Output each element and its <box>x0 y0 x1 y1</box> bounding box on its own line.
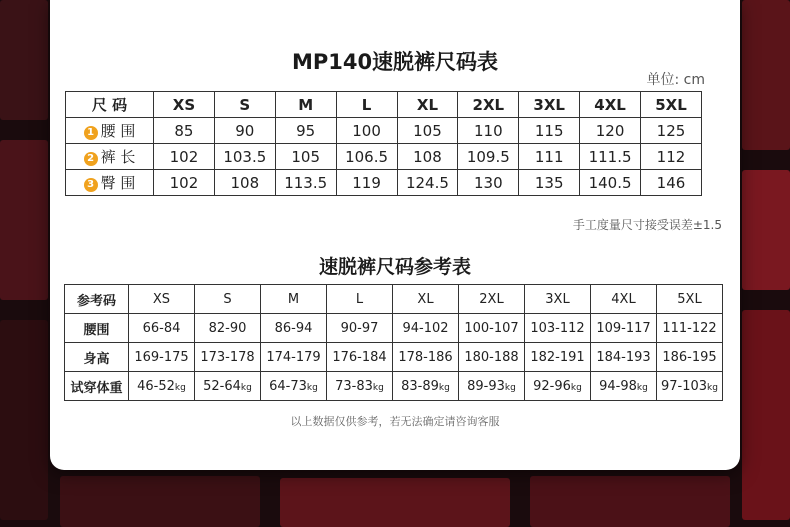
header-cell: 4XL <box>591 285 657 314</box>
table-cell: 180-188 <box>459 343 525 372</box>
header-cell: 2XL <box>458 92 519 118</box>
weight-unit: kg <box>372 382 384 393</box>
table-cell: 90 <box>214 118 275 144</box>
number-badge-icon: 1 <box>84 126 98 140</box>
table-cell <box>657 372 723 401</box>
header-cell: L <box>327 285 393 314</box>
table-cell: 113.5 <box>275 170 336 196</box>
table-cell <box>261 372 327 401</box>
background-block <box>742 310 790 520</box>
number-badge-icon: 2 <box>84 152 98 166</box>
header-cell: 5XL <box>657 285 723 314</box>
weight-value: 46-52 <box>137 378 175 394</box>
header-cell: 2XL <box>459 285 525 314</box>
header-cell: L <box>336 92 397 118</box>
table-cell: 184-193 <box>591 343 657 372</box>
table-cell: 120 <box>580 118 641 144</box>
weight-value: 52-64 <box>203 378 241 394</box>
weight-value: 89-93 <box>467 378 505 394</box>
background-block <box>0 140 48 300</box>
table-cell: 135 <box>519 170 580 196</box>
table-cell: 105 <box>275 144 336 170</box>
header-cell: 3XL <box>519 92 580 118</box>
table-cell: 109-117 <box>591 314 657 343</box>
table-cell: 111-122 <box>657 314 723 343</box>
header-cell: XS <box>154 92 215 118</box>
size-chart-card <box>50 0 740 470</box>
table-cell <box>525 372 591 401</box>
row-label-cell <box>66 170 154 196</box>
table-cell: 176-184 <box>327 343 393 372</box>
table-cell: 105 <box>397 118 458 144</box>
table-cell: 119 <box>336 170 397 196</box>
header-cell: XL <box>397 92 458 118</box>
table-cell: 85 <box>154 118 215 144</box>
background-block <box>530 476 730 527</box>
weight-value: 64-73 <box>269 378 307 394</box>
weight-value: 97-103 <box>661 378 708 394</box>
table-row <box>66 118 702 144</box>
table-cell: 106.5 <box>336 144 397 170</box>
reference-chart-title: 速脱裤尺码参考表 <box>318 256 471 278</box>
table-cell: 111 <box>519 144 580 170</box>
table-cell: 140.5 <box>580 170 641 196</box>
row-label: 裤 长 <box>100 148 136 166</box>
disclaimer-note: 以上数据仅供参考，若无法确定请咨询客服 <box>290 415 500 428</box>
table-row <box>66 144 702 170</box>
weight-unit: kg <box>438 382 450 393</box>
row-label: 腰 围 <box>100 122 136 140</box>
table-row <box>65 372 723 401</box>
table-cell <box>459 372 525 401</box>
table-cell <box>327 372 393 401</box>
row-label-cell <box>66 144 154 170</box>
weight-value: 83-89 <box>401 378 439 394</box>
table-cell: 100-107 <box>459 314 525 343</box>
header-cell: 参考码 <box>65 285 129 314</box>
size-table <box>65 91 702 196</box>
background-block <box>0 320 48 520</box>
table-cell: 95 <box>275 118 336 144</box>
table-cell: 66-84 <box>129 314 195 343</box>
table-cell: 100 <box>336 118 397 144</box>
weight-unit: kg <box>306 382 318 393</box>
weight-unit: kg <box>570 382 582 393</box>
header-cell: XL <box>393 285 459 314</box>
table-row <box>66 170 702 196</box>
table-cell: 186-195 <box>657 343 723 372</box>
table-cell: 174-179 <box>261 343 327 372</box>
unit-label: 单位: cm <box>646 72 705 88</box>
table-cell: 146 <box>641 170 702 196</box>
row-label-cell: 试穿体重 <box>65 372 129 401</box>
weight-unit: kg <box>707 382 718 393</box>
header-cell: 5XL <box>641 92 702 118</box>
weight-unit: kg <box>240 382 252 393</box>
table-cell <box>129 372 195 401</box>
size-table-header-row <box>66 92 702 118</box>
header-cell: S <box>195 285 261 314</box>
table-cell: 125 <box>641 118 702 144</box>
table-cell: 110 <box>458 118 519 144</box>
background-block <box>280 478 510 527</box>
header-cell: 3XL <box>525 285 591 314</box>
number-badge-icon: 3 <box>84 178 98 192</box>
header-cell: 4XL <box>580 92 641 118</box>
header-cell: M <box>261 285 327 314</box>
weight-unit: kg <box>636 382 648 393</box>
background-block <box>742 170 790 290</box>
header-cell: S <box>214 92 275 118</box>
table-cell: 90-97 <box>327 314 393 343</box>
table-cell: 102 <box>154 144 215 170</box>
table-cell: 173-178 <box>195 343 261 372</box>
table-row <box>65 343 723 372</box>
table-cell <box>195 372 261 401</box>
header-cell: 尺 码 <box>66 92 154 118</box>
weight-value: 92-96 <box>533 378 571 394</box>
row-label: 臀 围 <box>100 174 136 192</box>
table-cell: 112 <box>641 144 702 170</box>
reference-table-header-row <box>65 285 723 314</box>
reference-table <box>64 284 723 401</box>
weight-unit: kg <box>174 382 186 393</box>
table-cell: 82-90 <box>195 314 261 343</box>
table-cell: 108 <box>397 144 458 170</box>
table-cell: 130 <box>458 170 519 196</box>
row-label-cell <box>66 118 154 144</box>
table-cell: 111.5 <box>580 144 641 170</box>
table-cell: 94-102 <box>393 314 459 343</box>
table-cell: 109.5 <box>458 144 519 170</box>
tolerance-note: 手工度量尺寸接受误差±1.5 <box>572 218 722 232</box>
table-cell: 86-94 <box>261 314 327 343</box>
table-cell: 102 <box>154 170 215 196</box>
weight-value: 94-98 <box>599 378 637 394</box>
background-block <box>60 476 260 527</box>
size-chart-title: MP140速脱裤尺码表 <box>291 50 499 74</box>
table-cell: 115 <box>519 118 580 144</box>
table-row <box>65 314 723 343</box>
weight-unit: kg <box>504 382 516 393</box>
background-block <box>742 0 790 150</box>
header-cell: M <box>275 92 336 118</box>
table-cell: 169-175 <box>129 343 195 372</box>
table-cell: 108 <box>214 170 275 196</box>
table-cell <box>591 372 657 401</box>
header-cell: XS <box>129 285 195 314</box>
background-block <box>0 0 48 120</box>
table-cell: 103-112 <box>525 314 591 343</box>
weight-value: 73-83 <box>335 378 373 394</box>
table-cell: 103.5 <box>214 144 275 170</box>
table-cell: 182-191 <box>525 343 591 372</box>
row-label-cell: 身高 <box>65 343 129 372</box>
row-label-cell: 腰围 <box>65 314 129 343</box>
table-cell: 178-186 <box>393 343 459 372</box>
table-cell <box>393 372 459 401</box>
table-cell: 124.5 <box>397 170 458 196</box>
